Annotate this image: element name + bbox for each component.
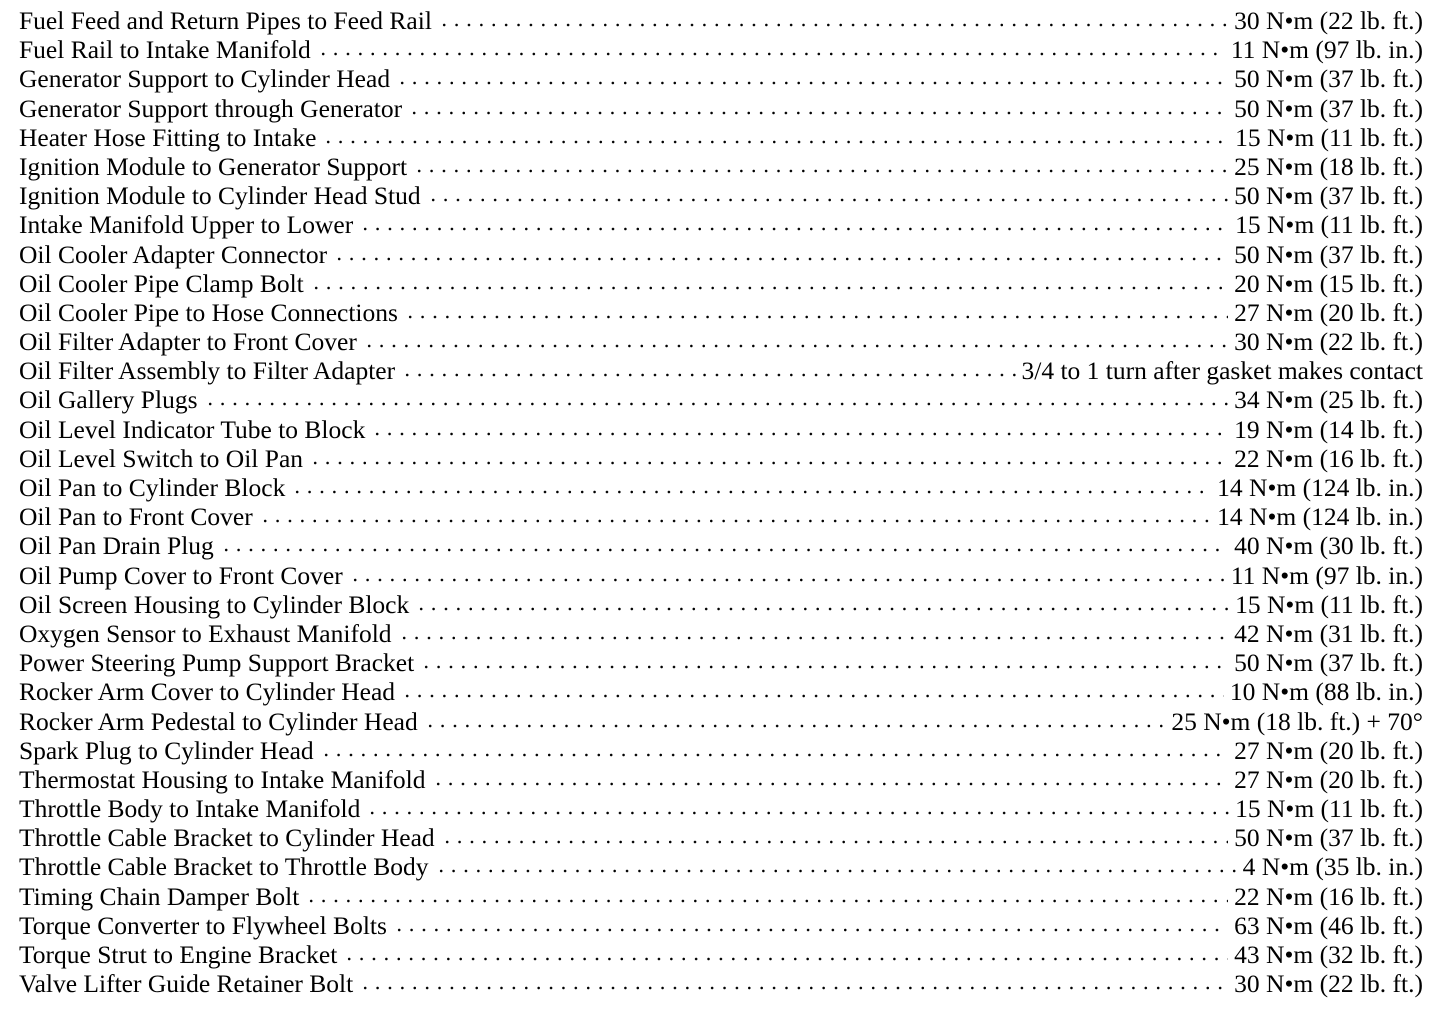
- spec-item-name: Oil Level Indicator Tube to Block: [19, 414, 366, 444]
- spec-item-name: Oil Pump Cover to Front Cover: [19, 560, 343, 590]
- spec-row: [19, 269, 1423, 298]
- spec-item-name: Oil Pan to Cylinder Block: [19, 473, 286, 502]
- spec-item-name: Torque Converter to Flywheel Bolts: [19, 910, 387, 940]
- spec-item-name: Oil Level Switch to Oil Pan: [19, 443, 304, 473]
- dot-leader: [415, 607, 1229, 611]
- spec-torque-value: 50 N•m (37 lb. ft.): [1234, 648, 1423, 678]
- dot-leader: [310, 286, 1228, 290]
- dot-leader: [393, 928, 1228, 932]
- spec-item-name: Oil Pan Drain Plug: [19, 531, 214, 561]
- dot-leader: [401, 373, 1015, 377]
- spec-item-name: Rocker Arm Pedestal to Cylinder Head: [19, 706, 418, 736]
- spec-torque-value: 27 N•m (20 lb. ft.): [1234, 764, 1423, 794]
- spec-torque-value: 34 N•m (25 lb. ft.): [1234, 385, 1423, 415]
- dot-leader: [204, 402, 1229, 406]
- dot-leader: [333, 257, 1228, 261]
- spec-row: [19, 502, 1423, 531]
- spec-row: [19, 765, 1423, 794]
- spec-item-name: Oil Screen Housing to Cylinder Block: [19, 589, 410, 619]
- dot-leader: [317, 52, 1225, 56]
- dot-leader: [404, 315, 1228, 319]
- spec-row: [19, 531, 1423, 560]
- spec-torque-value: 15 N•m (11 lb. ft.): [1235, 794, 1423, 824]
- spec-row: [19, 240, 1423, 269]
- spec-torque-value: 42 N•m (31 lb. ft.): [1234, 618, 1423, 648]
- spec-item-name: Rocker Arm Cover to Cylinder Head: [19, 677, 396, 707]
- spec-torque-value: 50 N•m (37 lb. ft.): [1234, 93, 1423, 123]
- spec-item-name: Fuel Feed and Return Pipes to Feed Rail: [19, 6, 432, 35]
- spec-torque-value: 11 N•m (97 lb. in.): [1230, 35, 1423, 65]
- spec-row: [19, 94, 1423, 123]
- dot-leader: [322, 140, 1229, 144]
- spec-torque-value: 19 N•m (14 lb. ft.): [1234, 414, 1423, 444]
- dot-leader: [343, 957, 1228, 961]
- dot-leader: [408, 111, 1228, 115]
- spec-torque-value: 22 N•m (16 lb. ft.): [1234, 881, 1423, 911]
- spec-torque-value: 27 N•m (20 lb. ft.): [1234, 297, 1423, 327]
- spec-torque-value: 30 N•m (22 lb. ft.): [1234, 327, 1423, 357]
- spec-torque-value: 25 N•m (18 lb. ft.) + 70°: [1171, 706, 1423, 736]
- spec-row: [19, 327, 1423, 356]
- spec-item-name: Oil Filter Assembly to Filter Adapter: [19, 356, 396, 386]
- dot-leader: [220, 548, 1228, 552]
- spec-torque-value: 40 N•m (30 lb. ft.): [1234, 531, 1423, 561]
- spec-torque-value: 15 N•m (11 lb. ft.): [1235, 589, 1423, 619]
- spec-row: [19, 6, 1423, 35]
- spec-row: [19, 590, 1423, 619]
- spec-row: [19, 852, 1423, 881]
- spec-torque-value: 15 N•m (11 lb. ft.): [1235, 122, 1423, 152]
- spec-row: [19, 969, 1423, 998]
- dot-leader: [435, 869, 1237, 873]
- spec-item-name: Spark Plug to Cylinder Head: [19, 735, 314, 765]
- spec-row: [19, 64, 1423, 93]
- spec-item-name: Generator Support through Generator: [19, 93, 403, 123]
- dot-leader: [359, 227, 1229, 231]
- spec-row: [19, 707, 1423, 736]
- spec-row: [19, 736, 1423, 765]
- spec-item-name: Thermostat Housing to Intake Manifold: [19, 764, 426, 794]
- spec-item-name: Throttle Cable Bracket to Throttle Body: [19, 852, 429, 882]
- torque-spec-list: [19, 6, 1423, 998]
- spec-row: [19, 911, 1423, 940]
- spec-row: [19, 940, 1423, 969]
- dot-leader: [320, 753, 1229, 757]
- spec-item-name: Oil Cooler Pipe Clamp Bolt: [19, 268, 304, 298]
- spec-row: [19, 385, 1423, 414]
- spec-item-name: Oil Pan to Front Cover: [19, 502, 253, 532]
- spec-row: [19, 356, 1423, 385]
- spec-torque-value: 20 N•m (15 lb. ft.): [1234, 268, 1423, 298]
- spec-row: [19, 794, 1423, 823]
- dot-leader: [305, 899, 1228, 903]
- dot-leader: [291, 490, 1211, 494]
- spec-row: [19, 882, 1423, 911]
- spec-item-name: Oil Gallery Plugs: [19, 385, 198, 415]
- spec-torque-value: 3/4 to 1 turn after gasket makes contact: [1021, 356, 1423, 386]
- spec-item-name: Oxygen Sensor to Exhaust Manifold: [19, 618, 392, 648]
- spec-item-name: Valve Lifter Guide Retainer Bolt: [19, 969, 354, 999]
- dot-leader: [401, 694, 1224, 698]
- spec-item-name: Throttle Body to Intake Manifold: [19, 794, 361, 824]
- spec-item-name: Ignition Module to Generator Support: [19, 151, 408, 181]
- spec-torque-value: 30 N•m (22 lb. ft.): [1234, 969, 1423, 999]
- dot-leader: [366, 811, 1229, 815]
- spec-row: [19, 444, 1423, 473]
- dot-leader: [441, 840, 1229, 844]
- spec-row: [19, 181, 1423, 210]
- spec-item-name: Throttle Cable Bracket to Cylinder Head: [19, 823, 435, 853]
- spec-item-name: Intake Manifold Upper to Lower: [19, 210, 354, 240]
- spec-torque-value: 25 N•m (18 lb. ft.): [1234, 151, 1423, 181]
- spec-row: [19, 415, 1423, 444]
- dot-leader: [363, 344, 1228, 348]
- spec-item-name: Power Steering Pump Support Bracket: [19, 648, 415, 678]
- spec-torque-value: 63 N•m (46 lb. ft.): [1234, 910, 1423, 940]
- spec-item-name: Timing Chain Damper Bolt: [19, 881, 300, 911]
- spec-torque-value: 10 N•m (88 lb. in.): [1229, 677, 1423, 707]
- spec-torque-value: 11 N•m (97 lb. in.): [1230, 560, 1423, 590]
- spec-torque-value: 14 N•m (124 lb. in.): [1217, 502, 1423, 532]
- dot-leader: [349, 578, 1225, 582]
- dot-leader: [432, 782, 1229, 786]
- spec-torque-value: 43 N•m (32 lb. ft.): [1234, 940, 1423, 969]
- spec-torque-value: 4 N•m (35 lb. in.): [1242, 852, 1423, 882]
- spec-torque-value: 50 N•m (37 lb. ft.): [1234, 64, 1423, 94]
- dot-leader: [427, 198, 1229, 202]
- spec-row: [19, 298, 1423, 327]
- spec-torque-value: 50 N•m (37 lb. ft.): [1234, 239, 1423, 269]
- dot-leader: [259, 519, 1211, 523]
- spec-torque-value: 15 N•m (11 lb. ft.): [1235, 210, 1423, 240]
- spec-item-name: Heater Hose Fitting to Intake: [19, 122, 317, 152]
- dot-leader: [396, 81, 1228, 85]
- spec-torque-value: 30 N•m (22 lb. ft.): [1234, 6, 1423, 35]
- spec-torque-value: 14 N•m (124 lb. in.): [1217, 473, 1423, 502]
- spec-torque-value: 22 N•m (16 lb. ft.): [1234, 443, 1423, 473]
- dot-leader: [424, 724, 1166, 728]
- dot-leader: [420, 665, 1228, 669]
- spec-torque-value: 50 N•m (37 lb. ft.): [1234, 823, 1423, 853]
- spec-item-name: Oil Filter Adapter to Front Cover: [19, 327, 357, 357]
- spec-row: [19, 35, 1423, 64]
- dot-leader: [371, 432, 1228, 436]
- spec-row: [19, 561, 1423, 590]
- spec-row: [19, 619, 1423, 648]
- spec-item-name: Generator Support to Cylinder Head: [19, 64, 391, 94]
- dot-leader: [309, 461, 1228, 465]
- spec-item-name: Oil Cooler Adapter Connector: [19, 239, 328, 269]
- spec-item-name: Fuel Rail to Intake Manifold: [19, 35, 311, 65]
- dot-leader: [413, 169, 1228, 173]
- spec-row: [19, 152, 1423, 181]
- spec-row: [19, 473, 1423, 502]
- spec-item-name: Oil Cooler Pipe to Hose Connections: [19, 297, 398, 327]
- spec-row: [19, 123, 1423, 152]
- spec-item-name: Torque Strut to Engine Bracket: [19, 940, 338, 969]
- spec-row: [19, 648, 1423, 677]
- spec-row: [19, 210, 1423, 239]
- spec-row: [19, 677, 1423, 706]
- dot-leader: [438, 23, 1228, 27]
- dot-leader: [398, 636, 1229, 640]
- dot-leader: [359, 986, 1228, 990]
- spec-item-name: Ignition Module to Cylinder Head Stud: [19, 181, 421, 211]
- spec-row: [19, 823, 1423, 852]
- spec-torque-value: 50 N•m (37 lb. ft.): [1234, 181, 1423, 211]
- spec-torque-value: 27 N•m (20 lb. ft.): [1234, 735, 1423, 765]
